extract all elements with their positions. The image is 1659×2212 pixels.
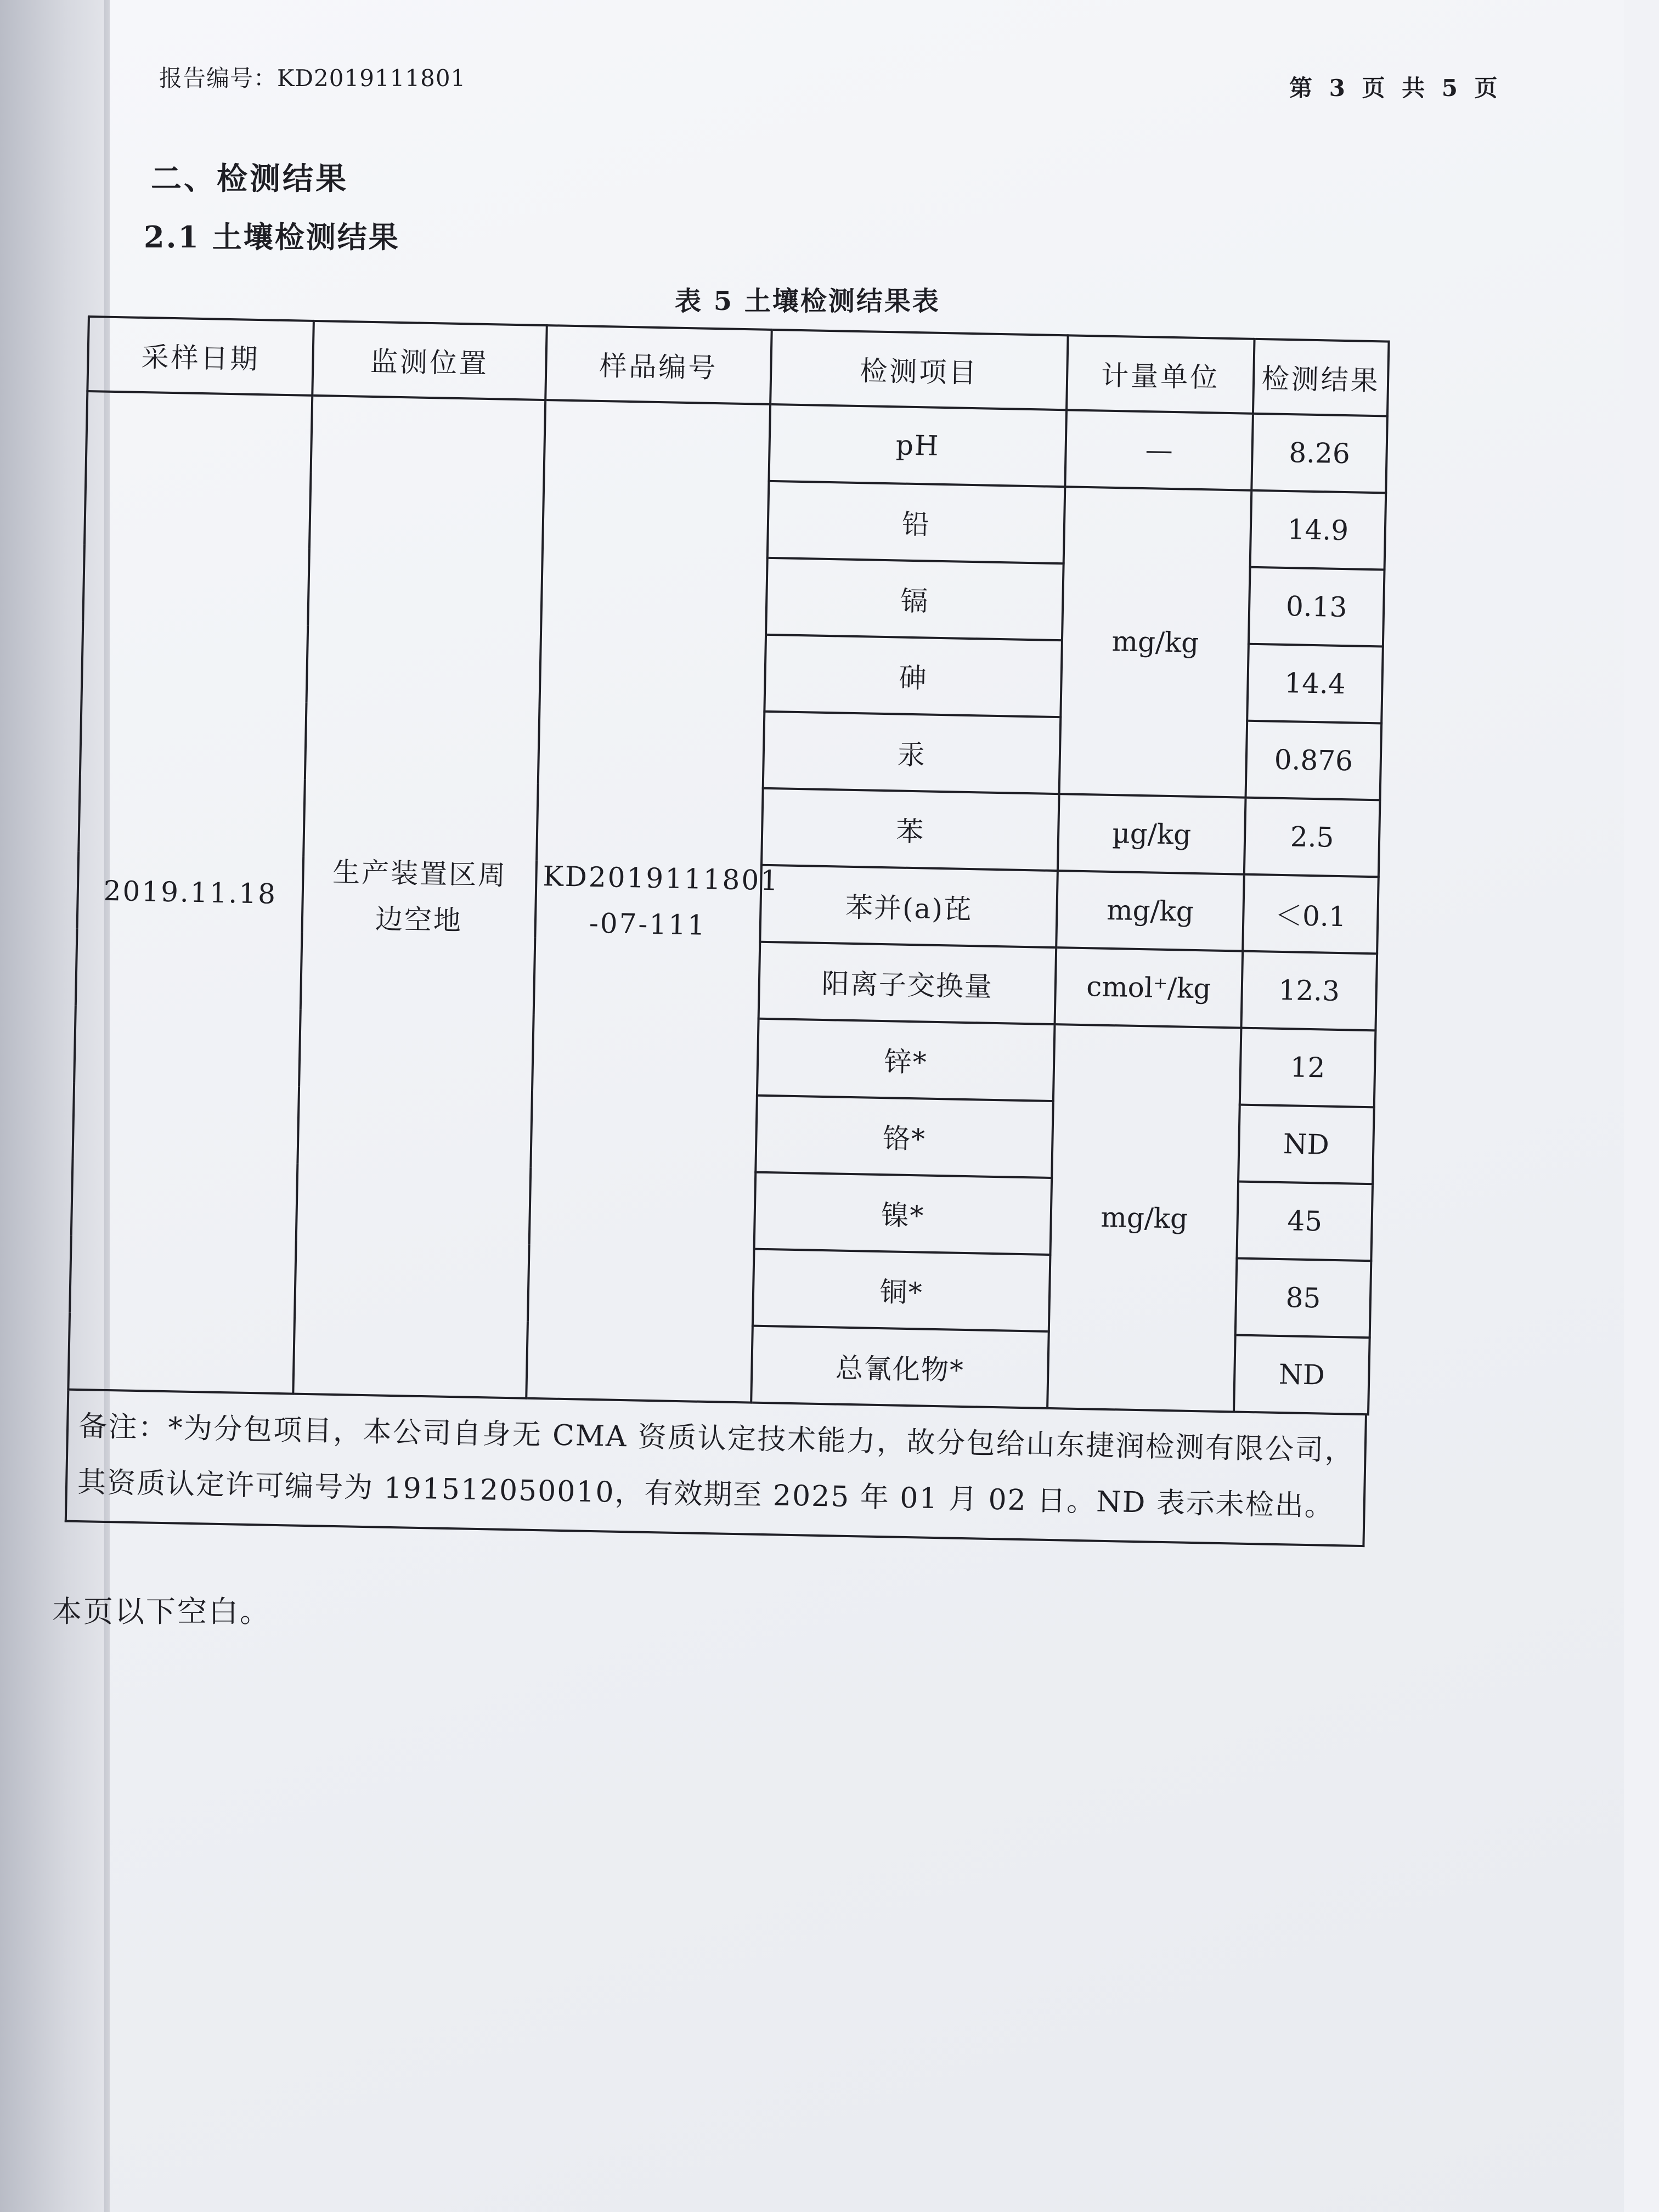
page-number: 第 3 页 共 5 页 — [1289, 75, 1502, 101]
results-table-container — [65, 315, 1388, 1547]
result-cell: 8.26 — [1251, 414, 1387, 493]
unit-cell: — — [1065, 410, 1253, 490]
result-cell: 14.9 — [1250, 490, 1386, 570]
sample-number-line: -07-111 — [589, 907, 707, 941]
sample-number-line: KD2019111801 — [542, 860, 780, 897]
result-cell: 0.13 — [1249, 567, 1385, 647]
result-cell: 85 — [1235, 1259, 1372, 1338]
test-item-cell: 砷 — [764, 635, 1062, 717]
result-cell: 12 — [1240, 1028, 1376, 1108]
test-item-cell: 汞 — [763, 712, 1061, 794]
result-cell: 2.5 — [1244, 798, 1380, 877]
test-item-cell: 铅 — [768, 481, 1065, 563]
test-item-cell: 总氰化物* — [751, 1326, 1049, 1408]
location-cell — [293, 396, 545, 1398]
test-item-cell: 镉 — [766, 558, 1064, 640]
blank-below-note: 本页以下空白。 — [52, 1594, 271, 1629]
column-header: 检测项目 — [770, 330, 1068, 410]
test-item-cell: 铬* — [755, 1096, 1053, 1178]
table-caption: 表 5 土壤检测结果表 — [675, 286, 940, 317]
location-line: 边空地 — [375, 903, 463, 937]
remark-note: 备注：*为分包项目，本公司自身无 CMA 资质认定技术能力，故分包给山东捷润检测有限公司，其资质认定许可编号为 191512050010，有效期至 2025 年 01 月 02 日。ND 表示未检出。 — [65, 1391, 1367, 1547]
column-header: 采样日期 — [87, 317, 314, 396]
test-item-cell: 苯并(a)芘 — [760, 865, 1058, 947]
location-line: 生产装置区周 — [332, 856, 507, 891]
test-item-cell: 镍* — [754, 1172, 1052, 1255]
unit-cell: mg/kg — [1047, 1024, 1241, 1412]
unit-cell: mg/kg — [1056, 871, 1244, 951]
unit-cell: µg/kg — [1058, 794, 1246, 874]
result-cell: ND — [1238, 1105, 1374, 1184]
column-header: 监测位置 — [312, 321, 547, 400]
unit-cell: mg/kg — [1059, 487, 1252, 797]
test-item-cell: pH — [769, 404, 1066, 487]
result-cell: 45 — [1237, 1182, 1373, 1261]
report-number: 报告编号：KD2019111801 — [159, 65, 466, 92]
column-header: 样品编号 — [545, 325, 772, 404]
soil-results-table — [67, 315, 1390, 1415]
result-cell: ND — [1234, 1335, 1370, 1414]
test-item-cell: 苯 — [761, 788, 1059, 871]
result-cell: ＜0.1 — [1243, 874, 1379, 954]
result-cell: 12.3 — [1241, 951, 1377, 1031]
test-item-cell: 铜* — [753, 1249, 1051, 1331]
result-cell: 0.876 — [1246, 721, 1382, 800]
test-item-cell: 阳离子交换量 — [759, 942, 1057, 1024]
sampling-date-cell: 2019.11.18 — [68, 391, 312, 1394]
column-header: 检测结果 — [1253, 339, 1389, 416]
subsection-title: 2.1 土壤检测结果 — [144, 219, 400, 255]
unit-cell: cmol⁺/kg — [1055, 947, 1243, 1028]
column-header: 计量单位 — [1066, 335, 1255, 414]
section-title: 二、检测结果 — [151, 161, 348, 197]
sample-number-cell — [526, 400, 780, 1403]
result-cell: 14.4 — [1247, 644, 1383, 724]
test-item-cell: 锌* — [757, 1019, 1055, 1101]
